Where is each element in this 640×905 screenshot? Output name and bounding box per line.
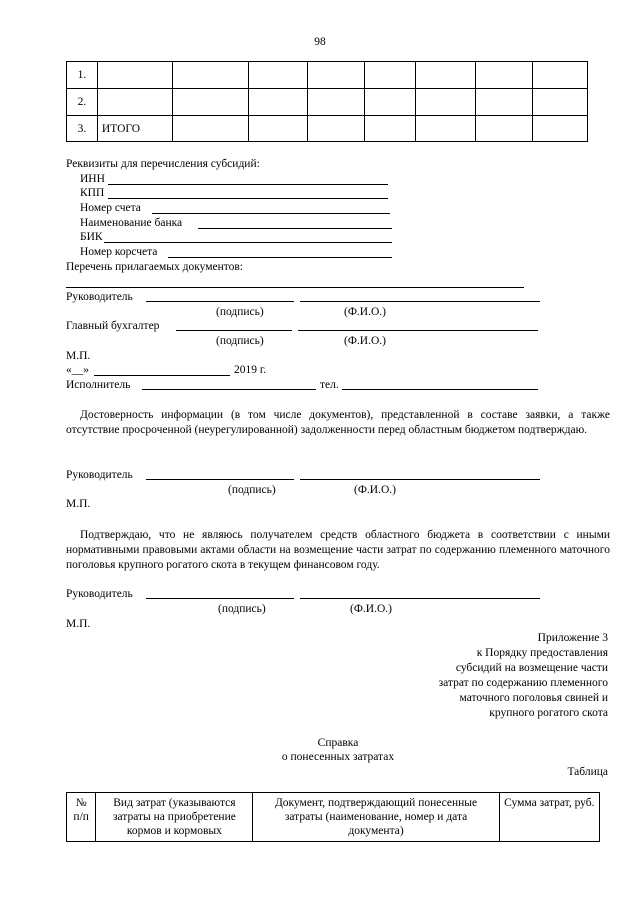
table-cell <box>476 89 533 116</box>
field-bank-line <box>198 228 392 229</box>
table-cell <box>172 116 249 142</box>
row-number: 1. <box>67 62 98 89</box>
column-header-expense-type: Вид затрат (указываются затраты на приобретение кормов и кормовых <box>96 793 253 842</box>
field-inn-label: ИНН <box>80 173 105 185</box>
column-header-amount: Сумма затрат, руб. <box>499 793 599 842</box>
certificate-title: Справка <box>317 737 359 749</box>
appendix-line: Приложение 3 <box>537 632 608 644</box>
appendix-line: крупного рогатого скота <box>489 707 608 719</box>
signature-caption: (подпись) <box>216 306 264 318</box>
date-month-line <box>94 375 230 376</box>
table-cell <box>249 62 308 89</box>
stamp-label: М.П. <box>66 350 91 362</box>
head-signature-line <box>146 479 294 480</box>
expenses-table <box>66 792 600 842</box>
name-caption: (Ф.И.О.) <box>344 335 386 347</box>
executor-line <box>142 389 316 390</box>
head-name-line <box>300 598 540 599</box>
name-caption: (Ф.И.О.) <box>350 603 392 615</box>
table-cell <box>415 62 476 89</box>
table-cell <box>364 89 415 116</box>
signature-caption: (подпись) <box>216 335 264 347</box>
head-label: Руководитель <box>66 588 133 600</box>
table-cell <box>364 116 415 142</box>
field-corr-account-line <box>168 257 392 258</box>
field-bik-label: БИК <box>80 231 103 243</box>
head-label: Руководитель <box>66 469 133 481</box>
row-number: 3. <box>67 116 98 142</box>
field-bik-line <box>104 242 392 243</box>
certificate-subtitle: о понесенных затратах <box>281 751 395 763</box>
field-corr-account-label: Номер корсчета <box>80 246 158 258</box>
row-label: ИТОГО <box>97 116 172 142</box>
field-account-line <box>152 213 390 214</box>
table-cell <box>172 89 249 116</box>
table-cell <box>415 89 476 116</box>
row-label <box>97 62 172 89</box>
chief-accountant-signature-line <box>176 330 292 331</box>
name-caption: (Ф.И.О.) <box>354 484 396 496</box>
phone-line <box>342 389 538 390</box>
appendix-line: субсидий на возмещение части <box>455 662 608 674</box>
signature-caption: (подпись) <box>218 603 266 615</box>
head-name-line <box>300 301 540 302</box>
table-cell <box>249 89 308 116</box>
head-label: Руководитель <box>66 291 133 303</box>
table-cell <box>364 62 415 89</box>
field-bank-label: Наименование банка <box>80 217 183 229</box>
table-cell <box>415 116 476 142</box>
table-cell <box>533 89 588 116</box>
table-cell <box>249 116 308 142</box>
appendix-line: к Порядку предоставления <box>476 647 608 659</box>
stamp-label: М.П. <box>66 498 91 510</box>
phone-label: тел. <box>320 379 339 391</box>
table-cell <box>172 62 249 89</box>
date-year: 2019 г. <box>234 364 267 376</box>
head-signature-line <box>146 598 294 599</box>
row-label <box>97 89 172 116</box>
executor-label: Исполнитель <box>66 379 131 391</box>
field-kpp-line <box>108 198 388 199</box>
table-cell <box>308 62 365 89</box>
table-cell <box>476 62 533 89</box>
appendix-line: маточного поголовья свиней и <box>459 692 608 704</box>
head-name-line <box>300 479 540 480</box>
table-label: Таблица <box>567 766 608 778</box>
top-table <box>66 61 588 142</box>
column-header-number: № п/п <box>67 793 96 842</box>
paragraph-confirmation: Подтверждаю, что не являюсь получателем средств областного бюджета в соответствии с иными нормативными правовыми актами области на возмещение части затрат по содержанию племенного маточного поголовья крупного рогатого скота в текущем финансовом году. <box>66 529 610 571</box>
table-cell <box>533 62 588 89</box>
field-inn-line <box>108 184 388 185</box>
head-signature-line <box>146 301 294 302</box>
field-account-label: Номер счета <box>80 202 141 214</box>
page-number: 98 <box>314 36 326 48</box>
paragraph-reliability: Достоверность информации (в том числе документов), представленной в составе заявки, а также отсутствие просроченной (неурегулированной) задолженности перед областным бюджетом подтверждаю. <box>66 409 610 436</box>
field-kpp-label: КПП <box>80 187 105 199</box>
table-cell <box>308 116 365 142</box>
row-number: 2. <box>67 89 98 116</box>
date-day: «__» <box>66 364 89 376</box>
stamp-label: М.П. <box>66 618 91 630</box>
chief-accountant-label: Главный бухгалтер <box>66 320 160 332</box>
name-caption: (Ф.И.О.) <box>344 306 386 318</box>
table-cell <box>533 116 588 142</box>
documents-list-line <box>66 287 524 288</box>
table-cell <box>476 116 533 142</box>
signature-caption: (подпись) <box>228 484 276 496</box>
documents-list-label: Перечень прилагаемых документов: <box>66 261 244 273</box>
requisites-heading: Реквизиты для перечисления субсидий: <box>66 158 260 170</box>
column-header-document: Документ, подтверждающий понесенные затраты (наименование, номер и дата документа) <box>253 793 499 842</box>
chief-accountant-name-line <box>298 330 538 331</box>
table-cell <box>308 89 365 116</box>
appendix-line: затрат по содержанию племенного <box>438 677 608 689</box>
